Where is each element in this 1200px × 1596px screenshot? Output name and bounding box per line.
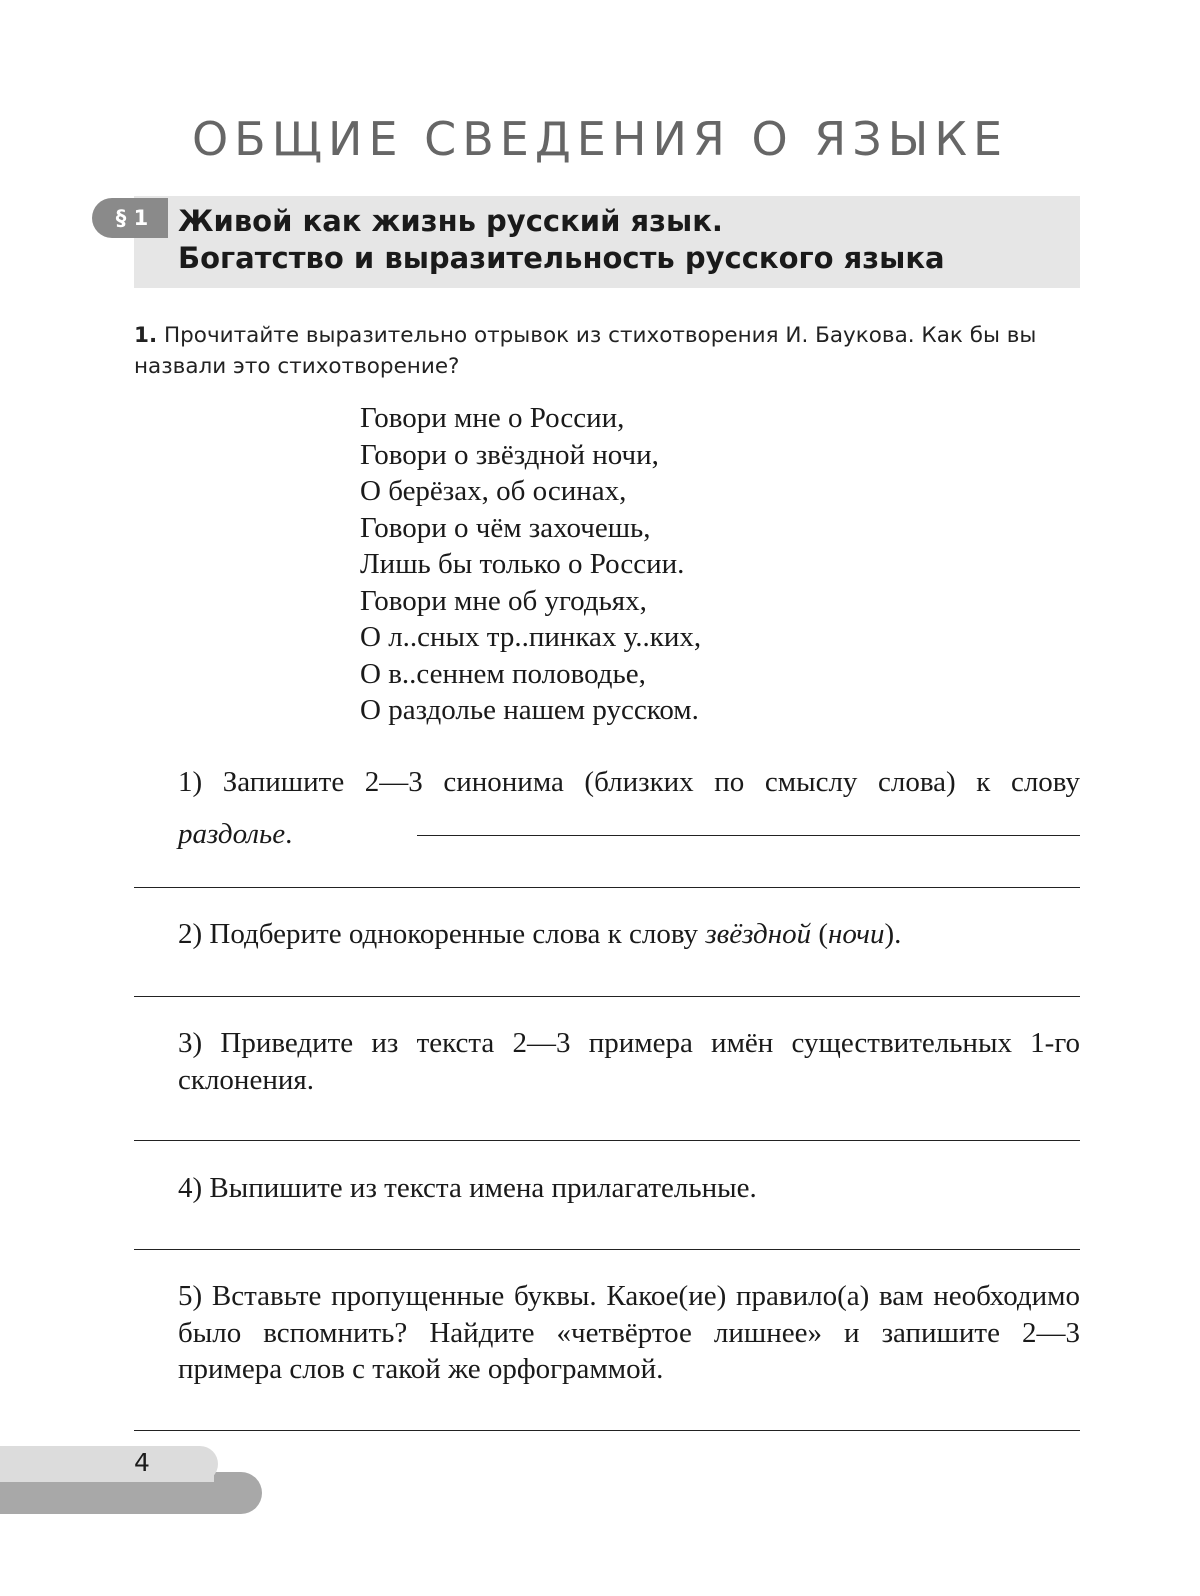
section-number-badge: § 1 [92,198,168,238]
task-4-text: 4) Выпишите из текста имена прилагательные. [178,1172,757,1204]
answer-line-task-1-inline[interactable] [417,835,1080,836]
task-5 [134,1278,1080,1388]
exercise-instruction-text: Прочитайте выразительно отрывок из стихотворения И. Баукова. Как бы вы назвали это стихотворение? [134,323,1037,379]
section-title [178,203,1058,277]
task-2-end: ). [884,918,902,950]
task-2-text [134,916,1080,953]
task-2-word-2: ночи [828,918,885,950]
poem-line: Говори о звёздной ночи, [360,438,659,471]
task-2 [134,916,1080,953]
task-2-prefix: 2) Подберите однокоренные слова к слову [178,918,699,950]
answer-line-task-2[interactable] [134,996,1080,997]
section-title-line-1: Живой как жизнь русский язык. [178,204,723,238]
poem [360,400,701,729]
task-3 [134,1025,1080,1098]
poem-line: О раздолье нашем русском. [360,694,699,726]
task-3-text: 3) Приведите из текста 2—3 примера имён существительных 1-го склонения. [178,1027,1080,1096]
exercise-number: 1. [134,323,158,348]
answer-line-task-3[interactable] [134,1140,1080,1141]
poem-line: О в..сеннем половодье, [360,657,646,690]
task-1 [134,756,1080,860]
task-1-end: . [285,818,293,850]
answer-line-task-4[interactable] [134,1249,1080,1250]
page-tab-light [0,1446,218,1482]
page-number: 4 [134,1448,150,1477]
task-4 [134,1170,1080,1207]
task-2-paren: ( [811,918,828,950]
chapter-title: ОБЩИЕ СВЕДЕНИЯ О ЯЗЫКЕ [191,112,1009,166]
section-title-line-2: Богатство и выразительность русского языка [178,241,945,275]
task-2-word-1: звёздной [705,918,812,950]
task-1-prefix: 1) Запишите 2—3 синонима (близких по смыслу слова) к слову [178,766,1080,798]
poem-line: Говори о чём захочешь, [360,511,651,544]
task-1-text [134,756,1080,860]
poem-line: Говори мне об угодьях, [360,584,647,617]
task-1-word: раздолье [178,818,286,850]
poem-line: Лишь бы только о России. [360,548,685,580]
poem-line: О берёзах, об осинах, [360,475,627,507]
poem-line: Говори мне о России, [360,402,625,434]
poem-line: О л..сных тр..пинках у..ких, [360,621,702,653]
exercise-instruction [134,320,1084,382]
answer-line-task-5[interactable] [134,1430,1080,1431]
answer-line-task-1[interactable] [134,887,1080,888]
task-5-text: 5) Вставьте пропущенные буквы. Какое(ие) правило(а) вам необходимо было вспомнить? Найдите «четвёртое лишнее» и запишите 2—3 примера слов с такой же орфограммой. [178,1280,1080,1385]
